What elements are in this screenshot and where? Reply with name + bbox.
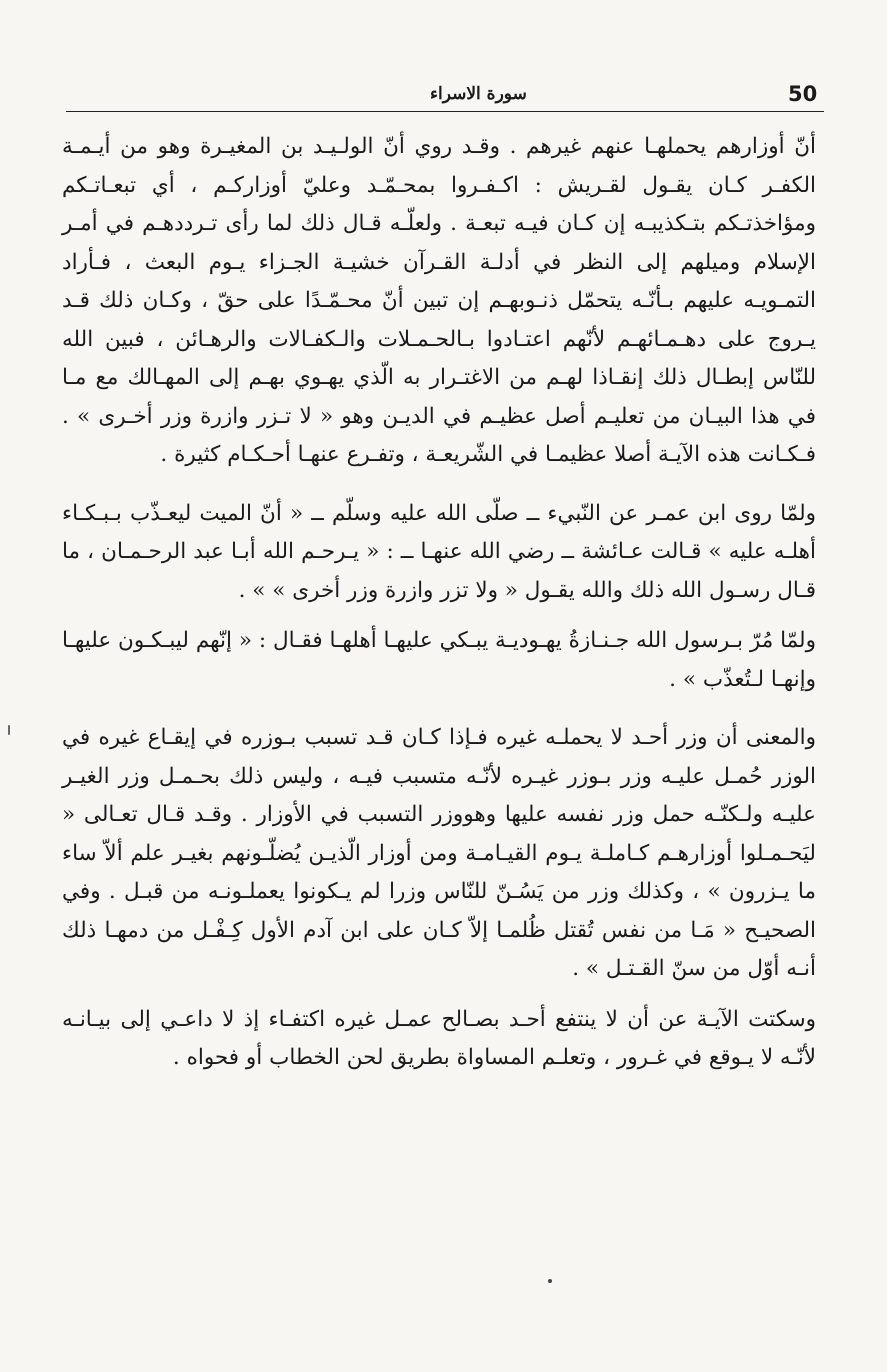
paragraph: أنّ أوزارهم يحملهـا عنهم غيرهم . وقـد روي أنّ الولـيـد بن المغيـرة وهو من أيـمـة الكفـر كـان يقـول لقـريش : اكـفـروا بمحـمّـد وعليّ أوزاركـم ، أي تبعـاتـكم ومؤاخذتـكم بتـكذيبـه إن كـان فيـه تبعـة . ولعلّـه قـال ذلك لما رأى تـرددهـم في أمـر الإسلام وميلهم إلى النظر في أدلـة القـرآن خشيـة الجـزاء يـوم البعث ، فـأراد التمـويـه عليهم بـأنّـه يتحمّل ذنـوبهـم إن تبين أنّ محـمّـدًا على حقّ ، وكـان ذلك قـد يـروج على دهـمـائهـم لأنّهم اعتـادوا بـالحـمـلات والـكفـالات والرهـائن ، فبين الله للنّاس إبطـال ذلك إنقـاذا لهـم من الاغتـرار به الّذي يهـوي بهـم إلى المهـالك مع مـا في هذا البيـان من تعليـم أصل عظيـم في الديـن وهو « لا تـزر وازرة وزر أخـرى » . فـكـانت هذه الآيـة أصلا عظيمـا في الشّريعـة ، وتفـرع عنهـا أحـكـام كثيرة . [62,134,816,467]
paragraph: ولمّا مُرّ بـرسول الله جـنـازةُ يهـوديـة يبـكي عليهـا أهلهـا فقـال : « إنّهم ليبـكـون عليهـا وإنهـا لـتُعذّب » . [62,628,816,692]
scan-speck [548,1279,552,1283]
header-rule [66,111,824,112]
paragraph: ولمّا روى ابن عمـر عن النّبيء ــ صلّى الله عليه وسلّم ــ « أنّ الميت ليعـذّب بـبـكـاء أهلـه عليه » قـالت عـائشة ــ رضي الله عنهـا ــ : « يـرحـم الله أبـا عبد الرحـمـان ، ما قـال رسـول الله ذلك والله يقـول « ولا تزر وازرة وزر أخرى » » . [62,500,816,603]
running-title: سورة الاسراء [430,84,527,104]
page-header [66,78,824,110]
paragraph: والمعنى أن وزر أحـد لا يحملـه غيره فـإذا كـان قـد تسبب بـوزره في إيقـاع غيره في الوزر حُمـل عليـه وزر بـوزر غيـره لأنّـه متسبب فيـه ، وليس ذلك بحـمـل وزر الغيـر عليـه ولـكنّـه حمل وزر نفسه عليها وهووزر التسبب في الأوزار . وقـد قـال تعـالى « ليَحـمـلوا أوزارهـم كـاملـة يـوم القيـامـة ومن أوزار الّذيـن يُضلّـونهم بغيـر علم ألاّ ساء ما يـزرون » ، وكذلك وزر من يَسُـنّ للنّاس وزرا لم يـكونوا يعملـونـه من قبـل . وفي الصحيـح « مَـا من نفس تُقتل ظُلمـا إلاّ كـان على ابن آدم الأول كِـفْـل من دمهـا ذلك أنـه أوّل من سنّ القـتـل » . [62,725,816,981]
scan-speck [8,725,10,735]
body-text [62,128,816,1078]
paragraph: وسكتت الآيـة عن أن لا ينتفع أحـد بصـالح عمـل غيره اكتفـاء إذ لا داعـي إلى بيـانـه لأنّـه لا يـوقع في غـرور ، وتعلـم المساواة بطريق لحن الخطاب أو فحواه . [62,1006,816,1070]
page-number: 50 [788,82,818,106]
